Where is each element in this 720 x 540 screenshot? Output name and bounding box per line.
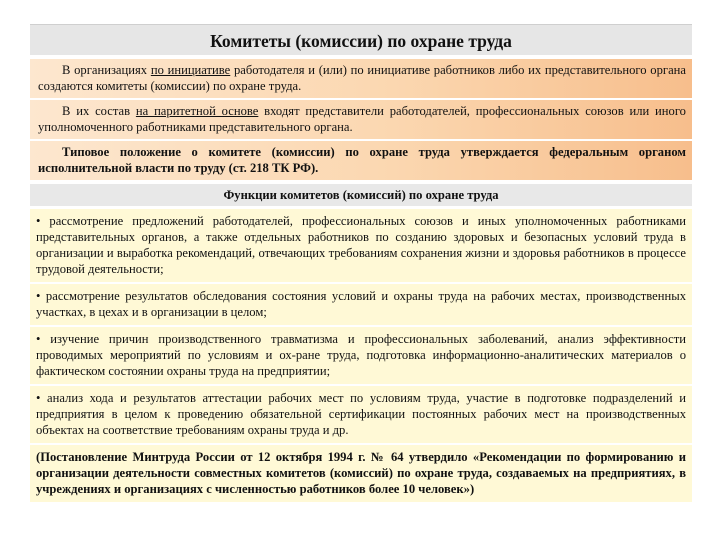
- initiative-underlined: по инициативе: [150, 63, 231, 77]
- initiative-text-end: работодателя и (или) по инициативе работников либо их представительного органа создаются комитеты (комиссии) по охране труда.: [38, 63, 686, 93]
- function-item: • анализ хода и результатов аттестации рабочих мест по условиям труда, участие в подготовке подразделений и предприятия в целом к проведению обязательной сертификации постоянных рабочих мест на производственных объектах на соответствие требованиям охраны труда и др.: [30, 384, 692, 443]
- decree-note: (Постановление Минтруда России от 12 октября 1994 г. № 64 утвердило «Рекомендации по формированию и организации деятельности совместных комитетов (комиссий) по охране труда, создаваемых на предприятиях, в учреждениях и организациях с численностью работников более 10 человек»): [30, 443, 692, 502]
- function-item: • рассмотрение предложений работодателей, профессиональных союзов и иных уполномоченных работниками представительных органов, а также отдельных работников по созданию здоровых и безопасных условий труда в организации и выработка рекомендаций, отвечающих требованиям сохранения жизни и здоровья работников в процессе трудовой деятельности;: [36, 214, 686, 276]
- intro-box: [30, 59, 692, 180]
- function-item: • рассмотрение результатов обследования состояния условий и охраны труда на рабочих местах, производственных участках, в цехах и в организации в целом;: [30, 282, 692, 325]
- functions-heading: Функции комитетов (комиссий) по охране труда: [30, 184, 692, 206]
- intro-paragraph-initiative: [30, 59, 692, 98]
- composition-underlined: на паритетной основе: [135, 104, 259, 118]
- functions-box: [30, 209, 692, 502]
- function-item: • изучение причин производственного травматизма и профессиональных заболеваний, анализ эффективности проводимых мероприятий по условиям и ох-ране труда, подготовка информационно-аналитических материалов о фактическом состоянии охраны труда на предприятии;: [30, 325, 692, 384]
- slide-title: Комитеты (комиссии) по охране труда: [30, 24, 692, 55]
- slide: [30, 24, 692, 502]
- intro-paragraph-composition: [30, 98, 692, 139]
- composition-text-start: В их состав: [62, 104, 136, 118]
- composition-text-end: входят представители работодателей, профессиональных союзов или иного уполномоченного работниками представительного органа.: [38, 104, 686, 134]
- initiative-text-start: В организациях: [62, 63, 151, 77]
- intro-paragraph-regulation: Типовое положение о комитете (комиссии) по охране труда утверждается федеральным органом исполнительной власти по труду (ст. 218 ТК РФ).: [30, 139, 692, 180]
